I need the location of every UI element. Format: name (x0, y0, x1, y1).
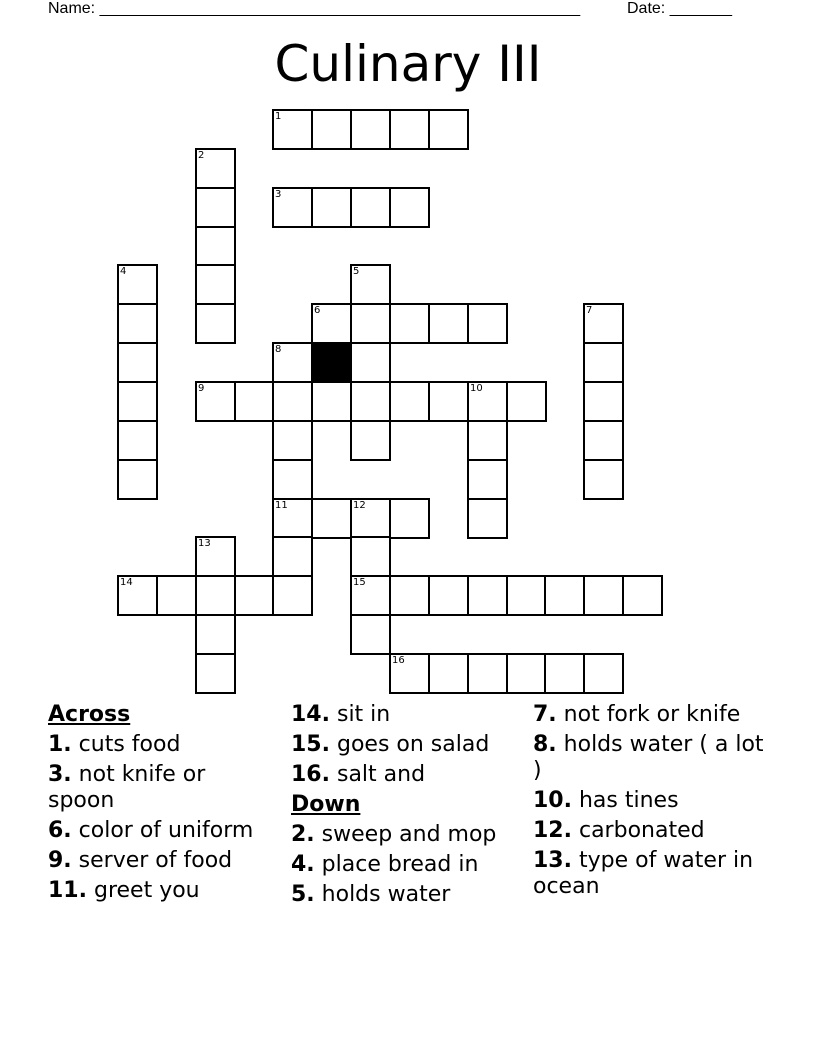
crossword-cell[interactable] (195, 381, 236, 422)
crossword-cell[interactable] (583, 575, 624, 616)
clue-text: place bread in (314, 852, 479, 877)
clues-column-2 (291, 702, 521, 912)
clue-down-5 (291, 882, 521, 908)
crossword-cell[interactable] (350, 187, 391, 228)
crossword-cell[interactable] (583, 342, 624, 383)
crossword-cell[interactable] (195, 148, 236, 189)
crossword-cell[interactable] (583, 653, 624, 694)
clue-down-13 (533, 848, 773, 900)
crossword-cell[interactable] (350, 342, 391, 383)
crossword-cell[interactable] (311, 187, 352, 228)
crossword-cell[interactable] (234, 575, 275, 616)
clue-number: 3. (48, 762, 72, 787)
clue-text: sweep and mop (314, 822, 497, 847)
clue-number: 8. (533, 732, 557, 757)
clue-across-3 (48, 762, 278, 814)
clue-text: greet you (86, 878, 200, 903)
clue-text: cuts food (71, 732, 181, 757)
clues-column-3 (533, 702, 773, 904)
clue-text: carbonated (571, 818, 705, 843)
clue-down-12 (533, 818, 773, 844)
crossword-cell[interactable] (506, 381, 547, 422)
crossword-cell[interactable] (467, 303, 508, 344)
clue-number-label: 4 (120, 266, 127, 277)
clue-text: not knife or spoon (48, 762, 206, 813)
clue-number-label: 2 (198, 150, 205, 161)
crossword-cell[interactable] (195, 226, 236, 267)
clue-number: 9. (48, 848, 72, 873)
crossword-cell[interactable] (428, 653, 469, 694)
crossword-cell[interactable] (428, 303, 469, 344)
clue-number: 16. (291, 762, 330, 787)
crossword-cell[interactable] (195, 614, 236, 655)
crossword-cell[interactable] (350, 575, 391, 616)
clue-across-11 (48, 878, 278, 904)
clue-number-label: 8 (275, 344, 282, 355)
clue-down-7 (533, 702, 773, 728)
crossword-cell[interactable] (506, 575, 547, 616)
crossword-cell[interactable] (117, 575, 158, 616)
crossword-cell[interactable] (428, 109, 469, 150)
crossword-cell[interactable] (350, 614, 391, 655)
clue-across-14 (291, 702, 521, 728)
crossword-cell[interactable] (117, 459, 158, 500)
crossword-cell[interactable] (467, 459, 508, 500)
clue-across-1 (48, 732, 278, 758)
crossword-cell[interactable] (350, 420, 391, 461)
name-field[interactable]: Name: ______________________________________________________ (48, 0, 581, 17)
clue-number-label: 5 (353, 266, 360, 277)
clue-text: type of water in ocean (533, 848, 754, 899)
crossword-cell[interactable] (272, 381, 313, 422)
clue-text: goes on salad (329, 732, 490, 757)
crossword-cell[interactable] (195, 187, 236, 228)
date-field[interactable]: Date: _______ (627, 0, 732, 17)
clue-number: 2. (291, 822, 315, 847)
crossword-cell[interactable] (272, 536, 313, 577)
clue-number-label: 10 (470, 383, 483, 394)
clue-number-label: 11 (275, 500, 288, 511)
crossword-cell[interactable] (117, 303, 158, 344)
clue-number-label: 6 (314, 305, 321, 316)
down-heading: Down (291, 792, 361, 817)
clue-down-10 (533, 788, 773, 814)
clue-number: 11. (48, 878, 87, 903)
clue-text: color of uniform (71, 818, 254, 843)
clue-number: 13. (533, 848, 572, 873)
clue-number: 12. (533, 818, 572, 843)
crossword-cell[interactable] (350, 264, 391, 305)
clue-number-label: 7 (586, 305, 593, 316)
clue-number: 7. (533, 702, 557, 727)
clue-number-label: 16 (392, 655, 405, 666)
crossword-cell[interactable] (195, 264, 236, 305)
crossword-cell[interactable] (583, 381, 624, 422)
clue-across-9 (48, 848, 278, 874)
clue-across-16 (291, 762, 521, 788)
clue-text: not fork or knife (556, 702, 741, 727)
clue-number-label: 3 (275, 189, 282, 200)
crossword-cell[interactable] (389, 303, 430, 344)
clue-number: 1. (48, 732, 72, 757)
crossword-cell[interactable] (117, 342, 158, 383)
clue-down-8 (533, 732, 773, 784)
crossword-cell[interactable] (350, 303, 391, 344)
clue-number-label: 1 (275, 111, 282, 122)
clue-number-label: 9 (198, 383, 205, 394)
crossword-cell[interactable] (389, 187, 430, 228)
crossword-cell[interactable] (195, 575, 236, 616)
crossword-cell[interactable] (272, 187, 313, 228)
crossword-cell[interactable] (311, 303, 352, 344)
across-heading: Across (48, 702, 131, 727)
clue-across-15 (291, 732, 521, 758)
crossword-cell[interactable] (350, 498, 391, 539)
crossword-cell[interactable] (467, 653, 508, 694)
crossword-cell[interactable] (583, 303, 624, 344)
crossword-cell[interactable] (622, 575, 663, 616)
clue-number: 6. (48, 818, 72, 843)
black-square (311, 342, 352, 383)
crossword-cell[interactable] (272, 342, 313, 383)
crossword-cell[interactable] (389, 381, 430, 422)
crossword-cell[interactable] (350, 109, 391, 150)
crossword-cell[interactable] (156, 575, 197, 616)
clues-column-1 (48, 702, 278, 908)
crossword-cell[interactable] (272, 575, 313, 616)
crossword-cell[interactable] (311, 498, 352, 539)
crossword-cell[interactable] (389, 653, 430, 694)
crossword-cell[interactable] (389, 498, 430, 539)
crossword-cell[interactable] (311, 381, 352, 422)
clue-number: 14. (291, 702, 330, 727)
crossword-cell[interactable] (195, 653, 236, 694)
clue-number: 15. (291, 732, 330, 757)
clue-text: holds water ( a lot ) (533, 732, 764, 783)
crossword-cell[interactable] (506, 653, 547, 694)
crossword-cell[interactable] (117, 381, 158, 422)
crossword-cell[interactable] (467, 575, 508, 616)
crossword-cell[interactable] (350, 536, 391, 577)
crossword-cell[interactable] (583, 459, 624, 500)
crossword-cell[interactable] (272, 109, 313, 150)
crossword-cell[interactable] (467, 498, 508, 539)
clue-text: holds water (314, 882, 451, 907)
crossword-cell[interactable] (428, 575, 469, 616)
clue-number-label: 15 (353, 577, 366, 588)
clue-text: sit in (329, 702, 391, 727)
clue-number: 4. (291, 852, 315, 877)
crossword-cell[interactable] (583, 420, 624, 461)
crossword-cell[interactable] (467, 381, 508, 422)
crossword-cell[interactable] (389, 575, 430, 616)
crossword-cell[interactable] (350, 381, 391, 422)
crossword-cell[interactable] (234, 381, 275, 422)
crossword-cell[interactable] (544, 653, 585, 694)
crossword-cell[interactable] (272, 420, 313, 461)
page-title: Culinary III (274, 35, 542, 93)
crossword-cell[interactable] (117, 264, 158, 305)
crossword-cell[interactable] (195, 536, 236, 577)
clue-text: has tines (571, 788, 679, 813)
crossword-cell[interactable] (428, 381, 469, 422)
clue-text: salt and (329, 762, 426, 787)
crossword-cell[interactable] (272, 498, 313, 539)
clue-down-4 (291, 852, 521, 878)
crossword-cell[interactable] (544, 575, 585, 616)
clue-down-2 (291, 822, 521, 848)
crossword-cell[interactable] (195, 303, 236, 344)
clue-number-label: 14 (120, 577, 133, 588)
crossword-cell[interactable] (467, 420, 508, 461)
clue-number-label: 13 (198, 538, 211, 549)
clue-text: server of food (71, 848, 233, 873)
crossword-cell[interactable] (272, 459, 313, 500)
crossword-cell[interactable] (389, 109, 430, 150)
clue-number-label: 12 (353, 500, 366, 511)
crossword-cell[interactable] (117, 420, 158, 461)
clue-number: 10. (533, 788, 572, 813)
clue-across-6 (48, 818, 278, 844)
crossword-cell[interactable] (311, 109, 352, 150)
clue-number: 5. (291, 882, 315, 907)
